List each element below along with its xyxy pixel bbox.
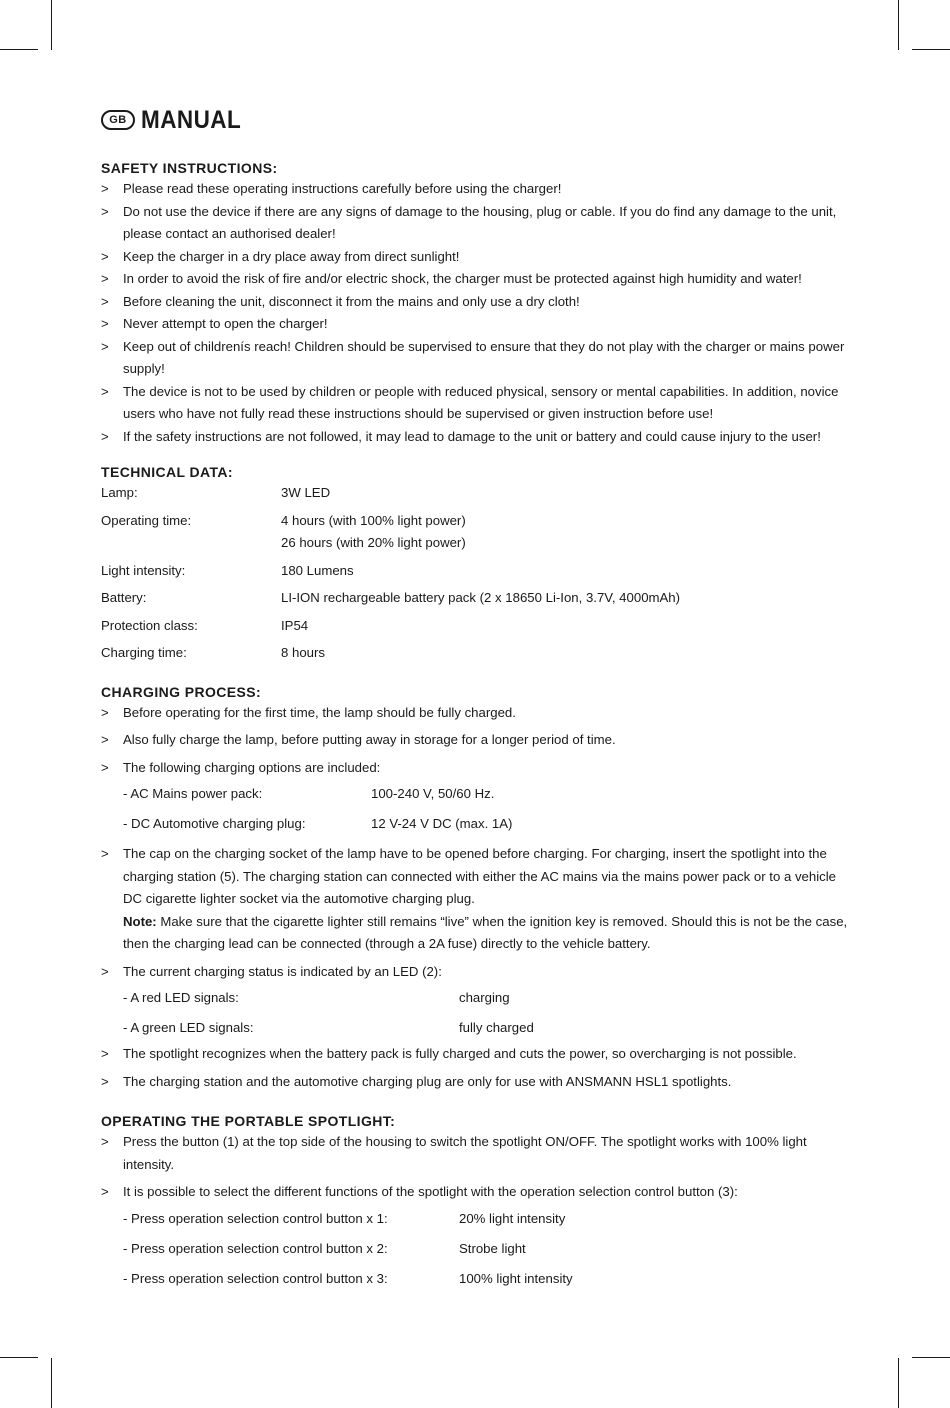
charging-list-continued — [101, 843, 853, 983]
safety-section-title: SAFETY INSTRUCTIONS: — [101, 160, 278, 176]
mode-label: - Press operation selection control button x 2: — [123, 1240, 388, 1256]
bullet-icon: > — [101, 1046, 109, 1061]
bullet-icon: > — [101, 181, 109, 196]
list-item-text: The current charging status is indicated by an LED (2): — [123, 963, 442, 979]
led-value: charging — [459, 990, 510, 1005]
crop-mark — [898, 0, 899, 50]
technical-table — [101, 482, 853, 665]
bullet-icon: > — [101, 846, 109, 861]
list-item-text: The following charging options are included: — [123, 759, 381, 775]
operating-section-title: OPERATING THE PORTABLE SPOTLIGHT: — [101, 1113, 396, 1129]
list-item — [101, 426, 853, 449]
bullet-icon: > — [101, 1184, 109, 1199]
bullet-icon: > — [101, 428, 109, 444]
led-status-row — [101, 1017, 853, 1039]
option-label: - DC Automotive charging plug: — [123, 816, 306, 831]
bullet-icon: > — [101, 1073, 109, 1089]
tech-value — [281, 510, 853, 555]
tech-label: Light intensity: — [101, 562, 186, 578]
list-item — [101, 843, 853, 956]
language-badge: GB — [101, 110, 135, 130]
list-item — [101, 1043, 853, 1066]
crop-mark — [0, 49, 38, 50]
safety-list — [101, 178, 853, 448]
bullet-icon: > — [101, 732, 109, 747]
list-item — [101, 757, 853, 780]
led-status-row — [101, 987, 853, 1009]
note-label: Note: — [123, 913, 157, 929]
list-item-text: Also fully charge the lamp, before putting away in storage for a longer period of time. — [123, 732, 616, 747]
page-title: MANUAL — [141, 105, 242, 134]
list-item — [101, 201, 853, 246]
mode-row — [101, 1268, 853, 1290]
list-item-text: In order to avoid the risk of fire and/or electric shock, the charger must be protected against high humidity and water! — [123, 271, 802, 286]
tech-label: Protection class: — [101, 617, 198, 633]
operating-list — [101, 1131, 853, 1204]
note-text: Make sure that the cigarette lighter still remains “live” when the ignition key is removed. Should this is not be the case, then the charging lead can be connected (through a 2A fuse) directly to the vehicle battery. — [123, 913, 848, 951]
bullet-icon: > — [101, 759, 109, 775]
list-item-text: Keep out of childrenís reach! Children should be supervised to ensure that they do not play with the charger or mains power supply! — [123, 338, 845, 376]
option-value: 12 V-24 V DC (max. 1A) — [371, 816, 513, 831]
list-item — [101, 381, 853, 426]
mode-value: 20% light intensity — [459, 1210, 566, 1226]
crop-mark — [51, 0, 52, 50]
tech-value: IP54 — [281, 617, 309, 633]
table-row — [101, 587, 853, 610]
mode-value: 100% light intensity — [459, 1270, 573, 1286]
table-row — [101, 510, 853, 555]
mode-row — [101, 1238, 853, 1260]
mode-value: Strobe light — [459, 1240, 526, 1256]
list-item-text: Before cleaning the unit, disconnect it from the mains and only use a dry cloth! — [123, 293, 580, 309]
list-item — [101, 291, 853, 314]
list-item-text: The device is not to be used by children or people with reduced physical, sensory or mental capabilities. In addition, novice users who have not fully read these instructions should be supervised or given instruction before use! — [123, 383, 839, 421]
crop-mark — [898, 1358, 899, 1408]
tech-value: 3W LED — [281, 485, 331, 500]
bullet-icon: > — [101, 1134, 109, 1149]
tech-value: 8 hours — [281, 645, 325, 660]
charging-option-row — [101, 783, 853, 805]
led-label: - A red LED signals: — [123, 990, 239, 1005]
mode-label: - Press operation selection control button x 3: — [123, 1270, 388, 1286]
list-item-text: If the safety instructions are not followed, it may lead to damage to the unit or battery and could cause injury to the user! — [123, 428, 821, 444]
tech-label: Charging time: — [101, 645, 187, 660]
bullet-icon: > — [101, 316, 109, 331]
option-value: 100-240 V, 50/60 Hz. — [371, 786, 495, 801]
list-item — [101, 336, 853, 381]
tech-label: Operating time: — [101, 512, 192, 528]
table-row — [101, 642, 853, 665]
list-item — [101, 1181, 853, 1204]
table-row — [101, 482, 853, 505]
tech-value-line: 4 hours (with 100% light power) — [281, 512, 466, 528]
list-item — [101, 268, 853, 291]
charging-section-title: CHARGING PROCESS: — [101, 683, 262, 700]
tech-value-line: 26 hours (with 20% light power) — [281, 535, 466, 550]
charging-list-end — [101, 1043, 853, 1093]
mode-label: - Press operation selection control button x 1: — [123, 1210, 388, 1226]
crop-mark — [0, 1357, 38, 1358]
mode-row — [101, 1208, 853, 1230]
list-item — [101, 178, 853, 201]
list-item — [101, 702, 853, 725]
list-item — [101, 1131, 853, 1176]
bullet-icon: > — [101, 271, 109, 286]
bullet-icon: > — [101, 383, 109, 399]
list-item-text: Do not use the device if there are any signs of damage to the housing, plug or cable. If you do find any damage to the unit, please contact an authorised dealer! — [123, 203, 837, 241]
bullet-icon: > — [101, 704, 109, 720]
list-item-text: Please read these operating instructions carefully before using the charger! — [123, 181, 562, 196]
list-item-text: Press the button (1) at the top side of the housing to switch the spotlight ON/OFF. The spotlight works with 100% light intensity. — [123, 1134, 807, 1172]
tech-label: Battery: — [101, 590, 147, 605]
crop-mark — [912, 1357, 950, 1358]
tech-label: Lamp: — [101, 485, 138, 500]
bullet-icon: > — [101, 248, 109, 264]
bullet-icon: > — [101, 963, 109, 979]
list-item-text: The charging station and the automotive charging plug are only for use with ANSMANN HSL1 spotlights. — [123, 1073, 732, 1089]
list-item-text: It is possible to select the different functions of the spotlight with the operation selection control button (3): — [123, 1184, 738, 1199]
tech-value: LI-ION rechargeable battery pack (2 x 18650 Li-Ion, 3.7V, 4000mAh) — [281, 590, 681, 605]
bullet-icon: > — [101, 293, 109, 309]
crop-mark — [912, 49, 950, 50]
list-item-text: Keep the charger in a dry place away from direct sunlight! — [123, 248, 460, 264]
list-item — [101, 961, 853, 984]
led-value: fully charged — [459, 1020, 534, 1035]
charging-option-row — [101, 813, 853, 835]
charging-list — [101, 702, 853, 780]
table-row — [101, 560, 853, 583]
option-label: - AC Mains power pack: — [123, 786, 263, 801]
crop-mark — [51, 1358, 52, 1408]
list-item-text: Never attempt to open the charger! — [123, 316, 328, 331]
list-item-text: The cap on the charging socket of the lamp have to be opened before charging. For charging, insert the spotlight into the charging station (5). The charging station can connected with either the AC mains via the mains power pack or to a vehicle DC cigarette lighter socket via the automotive charging plug. — [123, 846, 836, 906]
tech-value: 180 Lumens — [281, 562, 354, 578]
list-item — [101, 246, 853, 269]
manual-page — [101, 104, 853, 1298]
bullet-icon: > — [101, 203, 109, 219]
list-item — [101, 729, 853, 752]
list-item — [101, 1071, 853, 1094]
list-item — [101, 313, 853, 336]
bullet-icon: > — [101, 338, 109, 354]
page-header — [101, 104, 853, 136]
table-row — [101, 615, 853, 638]
technical-section-title: TECHNICAL DATA: — [101, 464, 233, 480]
led-label: - A green LED signals: — [123, 1020, 254, 1035]
list-item-text: Before operating for the first time, the lamp should be fully charged. — [123, 704, 516, 720]
list-item-text: The spotlight recognizes when the battery pack is fully charged and cuts the power, so overcharging is not possible. — [123, 1046, 797, 1061]
